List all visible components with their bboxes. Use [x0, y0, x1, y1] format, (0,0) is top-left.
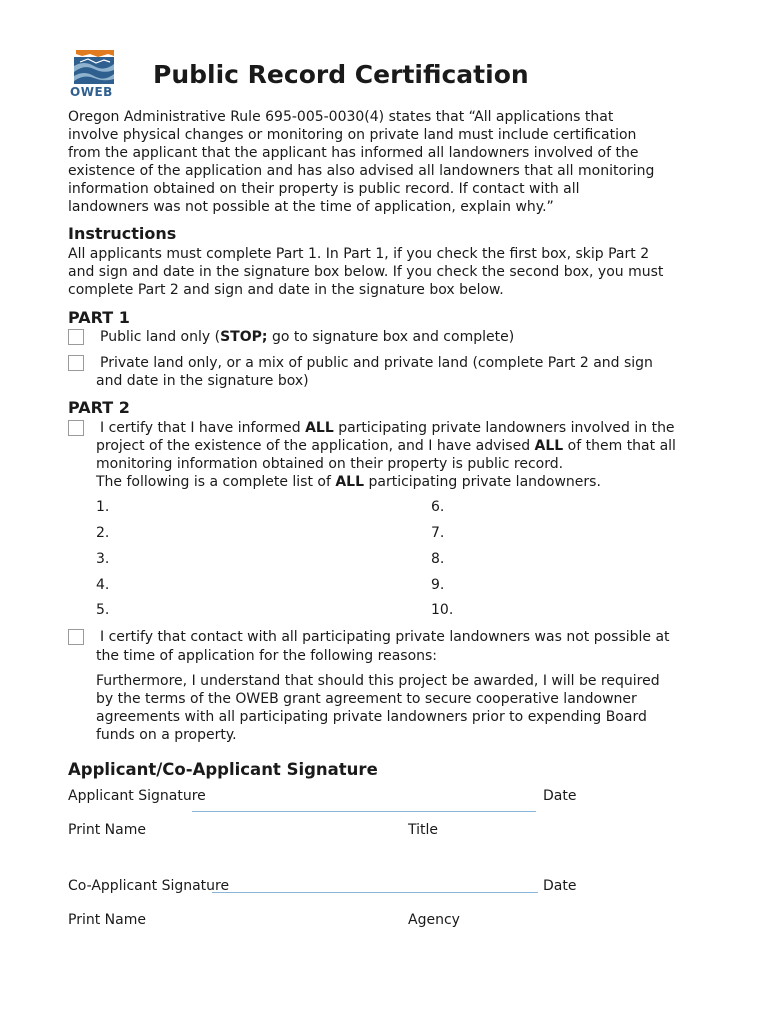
contact-not-possible-checkbox[interactable] — [68, 629, 84, 645]
part2-heading: PART 2 — [68, 398, 130, 417]
co-applicant-date-label: Date — [543, 878, 577, 894]
furthermore-line: funds on a property. — [96, 727, 237, 743]
co-applicant-signature-label: Co-Applicant Signature — [68, 878, 230, 894]
private-land-checkbox[interactable] — [68, 355, 84, 371]
list-number: 9. — [431, 577, 445, 593]
instructions-line: and sign and date in the signature box below. If you check the second box, you must — [68, 264, 664, 280]
part1-heading: PART 1 — [68, 308, 130, 327]
intro-line: Oregon Administrative Rule 695-005-0030(4) states that “All applications that — [68, 109, 614, 125]
furthermore-line: by the terms of the OWEB grant agreement to secure cooperative landowner — [96, 691, 637, 707]
instructions-heading: Instructions — [68, 224, 177, 243]
list-number: 6. — [431, 499, 445, 515]
informed-landowners-checkbox[interactable] — [68, 420, 84, 436]
applicant-title-label: Title — [408, 822, 439, 838]
intro-line: involve physical changes or monitoring on private land must include certification — [68, 127, 637, 143]
instructions-line: All applicants must complete Part 1. In Part 1, if you check the first box, skip Part 2 — [68, 246, 650, 262]
intro-line: existence of the application and has also advised all landowners that all monitoring — [68, 163, 655, 179]
instructions-line: complete Part 2 and sign and date in the signature box below. — [68, 282, 504, 298]
cert1-line: monitoring information obtained on their property is public record. — [96, 456, 564, 472]
private-land-label: Private land only, or a mix of public and private land (complete Part 2 and sign — [100, 355, 653, 371]
page-title: Public Record Certification — [153, 60, 529, 89]
list-number: 4. — [96, 577, 110, 593]
applicant-print-name-label: Print Name — [68, 822, 146, 838]
co-applicant-agency-label: Agency — [408, 912, 460, 928]
list-number: 3. — [96, 551, 110, 567]
applicant-signature-label: Applicant Signature — [68, 788, 206, 804]
list-number: 8. — [431, 551, 445, 567]
signature-heading: Applicant/Co-Applicant Signature — [68, 760, 378, 779]
cert1-line: project of the existence of the application, and I have advised ALL of them that all — [96, 438, 676, 454]
furthermore-line: Furthermore, I understand that should this project be awarded, I will be required — [96, 673, 660, 689]
applicant-date-label: Date — [543, 788, 577, 804]
list-number: 5. — [96, 602, 110, 618]
oweb-logo — [70, 48, 118, 100]
list-number: 2. — [96, 525, 110, 541]
private-land-label-cont: and date in the signature box) — [96, 373, 309, 389]
intro-line: from the applicant that the applicant has informed all landowners involved of the — [68, 145, 639, 161]
furthermore-line: agreements with all participating private landowners prior to expending Board — [96, 709, 647, 725]
cert2-line: the time of application for the following reasons: — [96, 648, 438, 664]
list-number: 1. — [96, 499, 110, 515]
intro-line: information obtained on their property is public record. If contact with all — [68, 181, 580, 197]
cert1-line: The following is a complete list of ALL participating private landowners. — [96, 474, 601, 490]
co-applicant-signature-field[interactable] — [212, 892, 538, 893]
applicant-signature-field[interactable] — [192, 811, 536, 812]
public-land-label: Public land only (STOP; go to signature box and complete) — [100, 329, 515, 345]
cert1-line: I certify that I have informed ALL participating private landowners involved in the — [100, 420, 675, 436]
intro-line: landowners was not possible at the time of application, explain why.” — [68, 199, 554, 215]
public-land-checkbox[interactable] — [68, 329, 84, 345]
logo-text: OWEB — [70, 85, 113, 99]
cert2-line: I certify that contact with all participating private landowners was not possible at — [100, 629, 670, 645]
list-number: 7. — [431, 525, 445, 541]
co-applicant-print-name-label: Print Name — [68, 912, 146, 928]
list-number: 10. — [431, 602, 454, 618]
